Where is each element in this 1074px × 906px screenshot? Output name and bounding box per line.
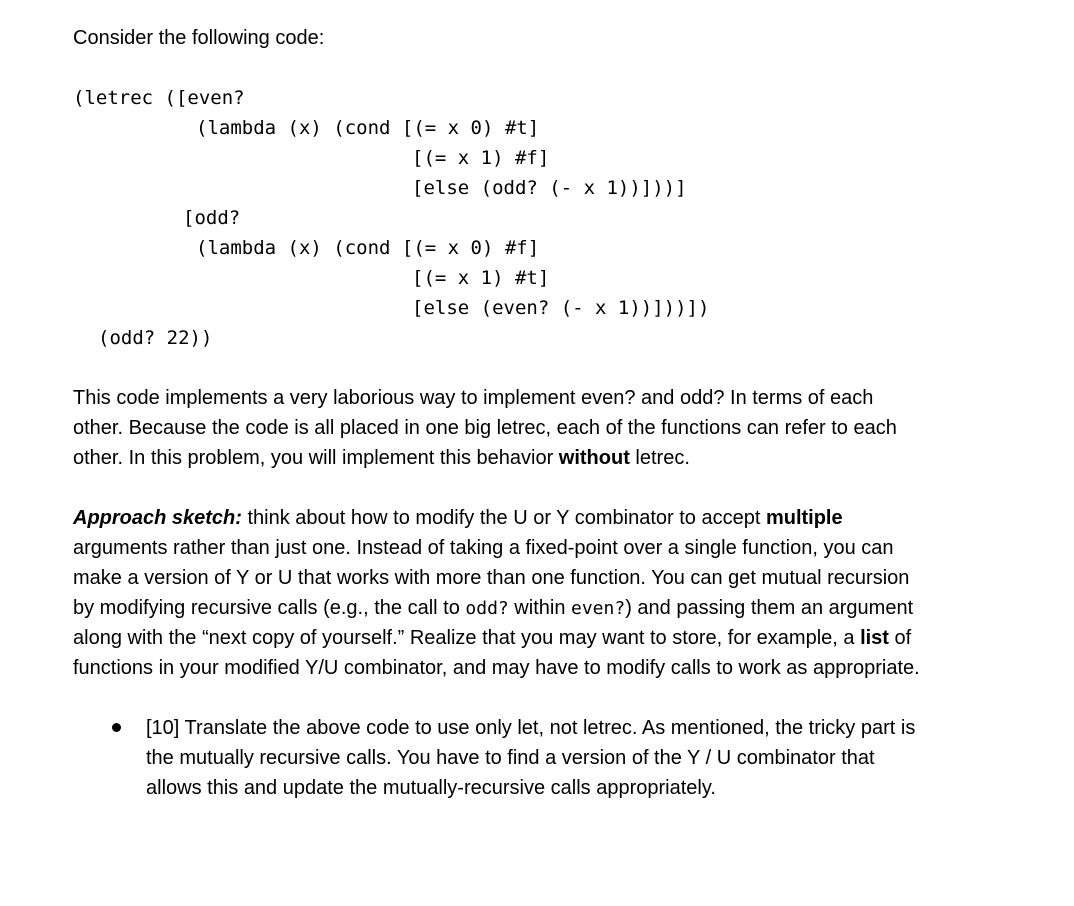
bullet-line: [10] Translate the above code to use only let, not letrec. As mentioned, the tricky part is — [146, 717, 916, 739]
text-run: ) and passing them an argument — [625, 597, 914, 619]
text-run: along with the “next copy of yourself.” Realize that you may want to store, for example, a — [73, 627, 861, 649]
paragraph-line — [73, 623, 911, 653]
paragraph-line — [73, 593, 913, 624]
emphasis-without: without — [558, 447, 630, 469]
code-line: [(= x 1) #f] — [412, 147, 550, 169]
code-line: [else (odd? (- x 1))]))] — [412, 177, 687, 199]
paragraph-line: arguments rather than just one. Instead of taking a fixed-point over a single function, you can — [73, 537, 894, 559]
emphasis-multiple: multiple — [765, 507, 843, 529]
paragraph-line: make a version of Y or U that works with more than one function. You can get mutual recursion — [73, 567, 910, 589]
bullet-line: the mutually recursive calls. You have to find a version of the Y / U combinator that — [146, 747, 875, 769]
code-line: (lambda (x) (cond [(= x 0) #f] — [196, 237, 540, 259]
text-run: by modifying recursive calls (e.g., the call to — [73, 597, 466, 619]
code-line: (odd? 22)) — [98, 327, 213, 349]
paragraph-line: functions in your modified Y/U combinator, and may have to modify calls to work as appropriate. — [73, 657, 920, 679]
text-run: other. In this problem, you will implement this behavior — [73, 447, 559, 469]
paragraph-line: other. Because the code is all placed in one big letrec, each of the functions can refer to each — [73, 417, 897, 439]
text-run: think about how to modify the U or Y combinator to accept — [241, 507, 766, 529]
inline-code-even: even? — [571, 598, 626, 619]
bullet-line: allows this and update the mutually-recursive calls appropriately. — [146, 777, 716, 799]
bullet-icon — [112, 723, 121, 732]
paragraph-line — [73, 503, 843, 533]
code-line: (lambda (x) (cond [(= x 0) #t] — [196, 117, 540, 139]
paragraph-line: This code implements a very laborious way to implement even? and odd? In terms of each — [73, 387, 874, 409]
approach-label: Approach sketch: — [73, 507, 242, 529]
text-run: letrec. — [629, 447, 690, 469]
code-line: (letrec ([even? — [73, 87, 245, 109]
code-line: [else (even? (- x 1))]))]) — [412, 297, 710, 319]
code-line: [(= x 1) #t] — [412, 267, 550, 289]
inline-code-odd: odd? — [465, 598, 509, 619]
text-run: within — [508, 597, 571, 619]
paragraph-line — [73, 443, 690, 473]
intro-text: Consider the following code: — [73, 27, 325, 49]
emphasis-list: list — [860, 627, 889, 649]
text-run: of — [888, 627, 912, 649]
code-line: [odd? — [183, 207, 241, 229]
